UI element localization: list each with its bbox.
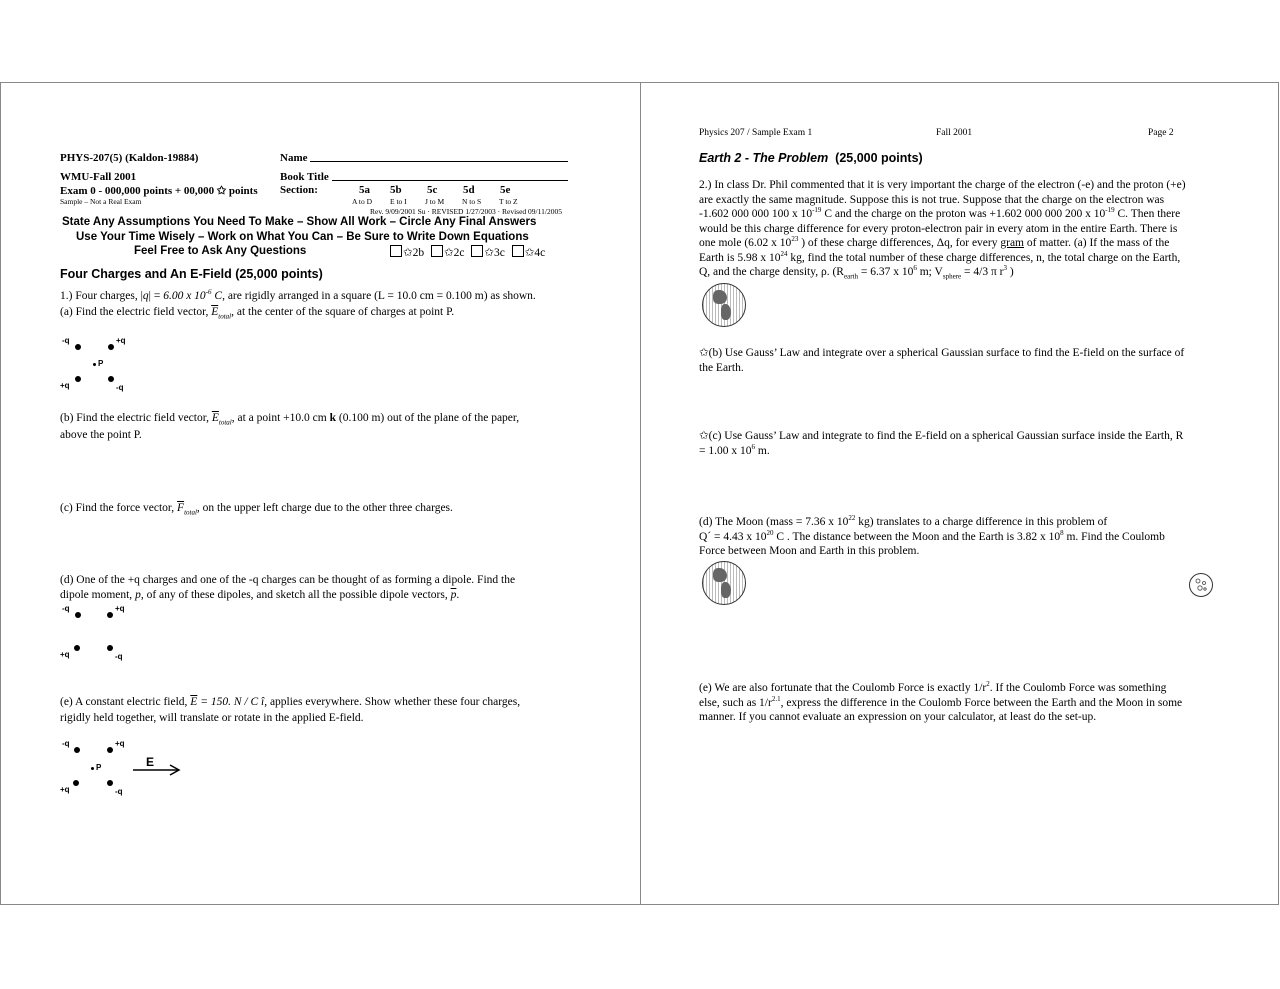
charge-dot [108,376,114,382]
point-p-dot [93,363,96,366]
q1d-text-line2: dipole moment, p, of any of these dipoles, and sketch all the possible dipole vectors, $\overline{p}$. [60,589,460,601]
moon-icon [1189,573,1213,597]
point-p-dot [91,767,94,770]
q1b-text-line2: above the point P. [60,429,142,441]
section-5e[interactable]: 5e [500,184,511,196]
checkbox-2c[interactable]: ✩2c [431,247,465,259]
section-5d[interactable]: 5d [463,184,475,196]
charge-dot [75,612,81,618]
q1a-text: (a) Find the electric field vector, $\overline{E}_{total}$, at the center of the square of charges at point P. [60,306,455,321]
q2-text: 2.) In class Dr. Phil commented that it is very important the charge of the electron (-e) and the proton (+e) are exactly the same magnitude. Suppose this is not true. Suppose that the charge on the electron was -1.602 000 000 100 x $10^{-19}$ C and the charge on the proton was +1.602 000 000 200 x $10^{-19}$ C. Then there would be this charge difference for every proton-electron pair in every atom in the entire Earth. There is one mole (6.02 x $10^{23}$ ) of these charge differences, Δq, for every gram of matter. (a) If the mass of the Earth is 5.98 x $10^{24}$ kg, find the total number of these charge differences, n, the total charge on the Earth, Q, and the charge density, ρ. ($R_{earth} = 6.37$ x $10^6$ m; $V_{sphere} = 4/3$ π $r^3$ ) [699,179,1186,281]
charge-dot [75,376,81,382]
page-header-left: Physics 207 / Sample Exam 1 [699,128,813,138]
q1d-text-line1: (d) One of the +q charges and one of the -q charges can be thought of as forming a dipole. Find the [60,574,516,586]
checkbox-3c[interactable]: ✩3c [471,247,505,259]
charge-dot [75,344,81,350]
charge-dot [107,645,113,651]
q1b-text: (b) Find the electric field vector, $\overline{E}_{total}$, at a point +10.0 cm k (0.100 m) out of the plane of the paper, [60,412,520,427]
charge-label-neg-ul: -q [62,604,70,613]
charge-dot [108,344,114,350]
point-p-label: P [96,763,102,772]
charge-dot [74,645,80,651]
point-p-label: P [98,359,104,368]
charge-label-pos-ur: +q [115,604,125,613]
charge-dot [107,780,113,786]
section-range-5d: N to S [462,197,482,206]
section-range-5e: T to Z [499,197,518,206]
q2b-text: ✩(b) Use Gauss’ Law and integrate over a spherical Gaussian surface to find the E-field on the surface of the Earth. [699,347,1185,374]
section-5b[interactable]: 5b [390,184,402,196]
instructions-line-2: Use Your Time Wisely – Work on What You Can – Be Sure to Write Down Equations [76,231,529,243]
charge-dot [107,612,113,618]
revision-note: Rev. 9/09/2001 Su · REVISED 1/27/2003 · Revised 09/11/2005 [370,207,562,216]
earth-icon [702,283,746,327]
q1c-text: (c) Find the force vector, $\overline{F}_{total}$, on the upper left charge due to the other three charges. [60,502,453,517]
exam-points: Exam 0 - 000,000 points + 00,000 ✩ points [60,185,258,197]
book-title-field[interactable]: Book Title [280,171,568,183]
field-arrow-icon [133,764,181,776]
section-5c[interactable]: 5c [427,184,438,196]
charge-label-pos-ur: +q [115,739,125,748]
charge-label-pos-ur: +q [116,336,126,345]
field-label-e: E [146,755,155,769]
page-header-center: Fall 2001 [936,128,973,138]
earth-icon [702,561,746,605]
star-checkboxes [390,245,545,261]
school-term: WMU-Fall 2001 [60,171,137,183]
instructions-line-1: State Any Assumptions You Need To Make – Show All Work – Circle Any Final Answers [62,216,537,228]
checkbox-4c[interactable]: ✩4c [512,247,546,259]
charge-label-pos-ll: +q [60,381,70,390]
charge-dot [107,747,113,753]
section-5a[interactable]: 5a [359,184,370,196]
q1e-text-line1: (e) A constant electric field, $\overline{E} = 150$. N / C î, applies everywhere. Show whether these four charges, [60,696,521,708]
charge-label-pos-ll: +q [60,785,70,794]
page-divider [640,83,641,904]
section-range-5b: E to I [390,197,407,206]
instructions-line-3: Feel Free to Ask Any Questions [134,245,307,257]
charge-label-pos-ll: +q [60,650,70,659]
book-title-blank[interactable] [332,180,568,181]
name-blank[interactable] [310,161,568,162]
charge-label-neg-lr: -q [116,383,124,392]
page-header-right: Page 2 [1148,128,1174,138]
section-title: Four Charges and An E-Field (25,000 points) [60,267,323,281]
q2e-text: (e) We are also fortunate that the Coulomb Force is exactly $1/r^2$. If the Coulomb Force was something else, such as $1/r^{2.1}$, express the difference in the Coulomb Force between the Earth and the Moon in some manner. If you cannot evaluate an expression on your calculator, at least do the set-up. [699,680,1183,723]
checkbox-2b[interactable]: ✩2b [390,247,424,259]
q1e-text-line2: rigidly held together, will translate or rotate in the applied E-field. [60,712,364,724]
page2-title: Earth 2 - The Problem (25,000 points) [699,151,923,165]
q1-intro: 1.) Four charges, |q| = 6.00 x $10^{-6}$ C, are rigidly arranged in a square (L = 10.0 cm = 0.100 m) as shown. [60,288,536,302]
charge-label-neg-lr: -q [115,787,123,796]
section-label: Section: [280,184,318,196]
charge-label-neg-ul: -q [62,739,70,748]
section-range-5c: J to M [425,197,445,206]
q2d-text: (d) The Moon (mass = 7.36 x $10^{22}$ kg) translates to a charge difference in this problem of Q´ = 4.43 x $10^{20}$ C . The distance between the Moon and the Earth is 3.82 x $10^8$ m. Find the Coulomb Force between Moon and Earth in this problem. [699,514,1165,557]
charge-label-neg-ul: -q [62,336,70,345]
name-field[interactable]: Name [280,152,568,164]
charge-dot [74,747,80,753]
sample-note: Sample – Not a Real Exam [60,197,142,206]
section-range-5a: A to D [352,197,373,206]
charge-dot [73,780,79,786]
charge-label-neg-lr: -q [115,652,123,661]
course-id: PHYS-207(5) (Kaldon-19884) [60,152,199,164]
q2c-text: ✩(c) Use Gauss’ Law and integrate to find the E-field on a spherical Gaussian surface inside the Earth, R = 1.00 x $10^6$ m. [699,430,1184,457]
